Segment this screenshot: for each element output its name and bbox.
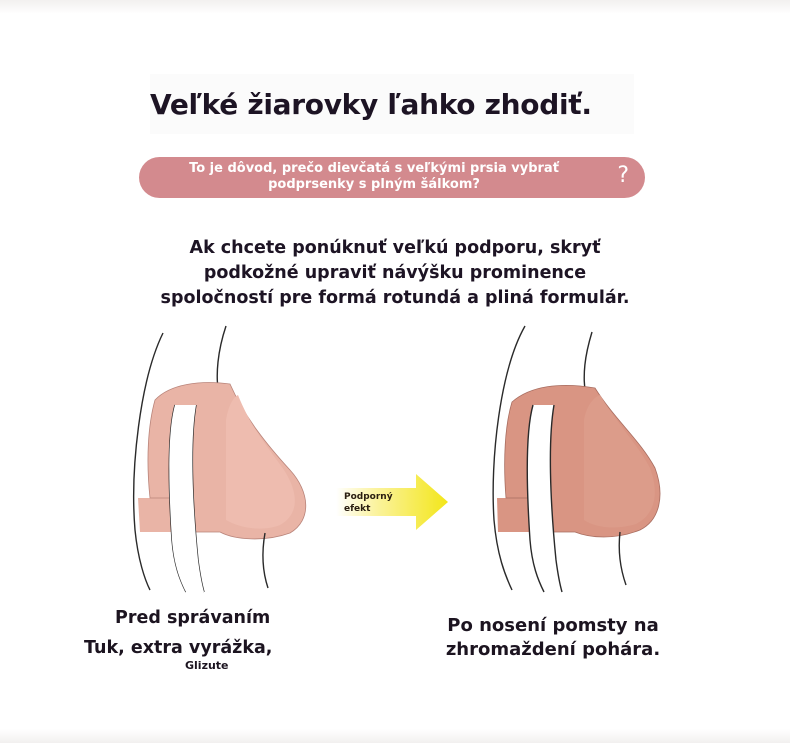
before-subtitle: Tuk, extra vyrážka, bbox=[84, 638, 273, 658]
arrow-label bbox=[344, 491, 414, 515]
intro-line-3: spoločností pre formá rotundá a pliná formulár. bbox=[160, 288, 630, 308]
after-figure bbox=[493, 326, 660, 592]
arrow-label-line-2: efekt bbox=[344, 504, 371, 514]
intro-line-1: Ak chcete ponúknuť veľkú podporu, skryť bbox=[189, 238, 601, 258]
question-banner-text: To je dôvod, prečo dievčatá s veľkými prsia vybrať podprsenky s plným šálkom? bbox=[189, 161, 559, 192]
after-back-line bbox=[619, 532, 626, 585]
after-caption-line-1: Po nosení pomsty na bbox=[447, 615, 659, 636]
before-title: Pred správaním bbox=[115, 608, 271, 628]
page-title: Veľké žiarovky ľahko zhodiť. bbox=[150, 87, 592, 121]
question-mark-icon: ? bbox=[617, 163, 629, 188]
before-note: Glizute bbox=[185, 659, 229, 672]
after-caption bbox=[428, 614, 678, 662]
before-inner-cup bbox=[226, 395, 295, 529]
before-back-line bbox=[263, 533, 268, 588]
after-inner-cup bbox=[584, 395, 655, 527]
intro-line-2: podkožné upraviť návýšku prominence bbox=[203, 263, 587, 283]
before-figure bbox=[134, 326, 306, 592]
arrow-label-line-1: Podporný bbox=[344, 492, 393, 502]
after-caption-line-2: zhromaždení pohára. bbox=[445, 639, 661, 660]
bottom-shadow bbox=[0, 729, 790, 743]
